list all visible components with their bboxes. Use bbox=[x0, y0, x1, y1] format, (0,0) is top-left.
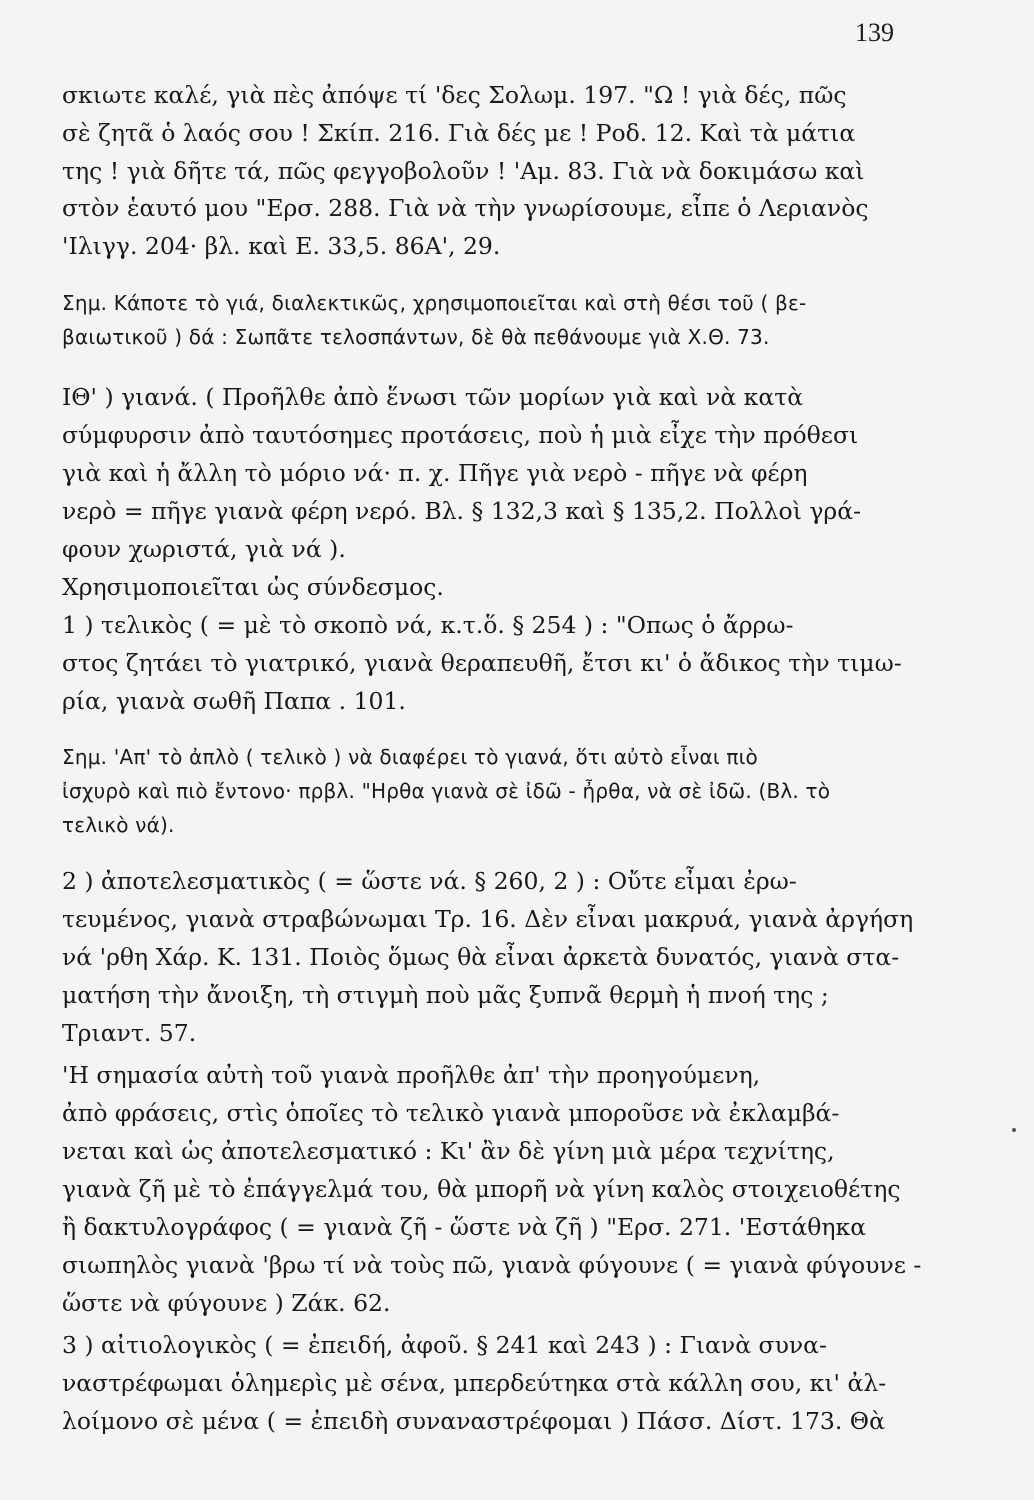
text-line: της ! γιὰ δῆτε τά, πῶς φεγγοβολοῦν ! 'Αμ. 83. Γιὰ νὰ δοκιμάσω καὶ bbox=[62, 157, 865, 185]
text-line: νερὸ = πῆγε γιανὰ φέρη νερό. Βλ. § 132,3 καὶ § 135,2. Πολλοὶ γρά- bbox=[62, 497, 862, 525]
text-line: ματήση τὴν ἄνοιξη, τὴ στιγμὴ ποὺ μᾶς ξυπνᾶ θερμὴ ἡ πνοή της ; bbox=[62, 981, 829, 1009]
text-line: ἢ δακτυλογράφος ( = γιανὰ ζῆ - ὥστε νὰ ζῆ ) "Ερσ. 271. 'Εστάθηκα bbox=[62, 1213, 867, 1241]
note-line: τελικὸ νά). bbox=[62, 813, 175, 837]
text-line: σκιωτε καλέ, γιὰ πὲς ἀπόψε τί 'δες Σολωμ. 197. "Ω ! γιὰ δές, πῶς bbox=[62, 81, 847, 109]
subsection-line: 1 ) τελικὸς ( = μὲ τὸ σκοπὸ νά, κ.τ.ὅ. § 254 ) : "Οπως ὁ ἄρρω- bbox=[62, 611, 794, 639]
text-line: σύμφυρσιν ἀπὸ ταυτόσημες προτάσεις, ποὺ ἡ μιὰ εἶχε τὴν πρόθεσι bbox=[62, 421, 859, 449]
section-heading-line: ΙΘ' ) γιανά. ( Προῆλθε ἀπὸ ἕνωσι τῶν μορίων γιὰ καὶ νὰ κατὰ bbox=[62, 383, 804, 411]
text-line: σιωπηλὸς γιανὰ 'βρω τί νὰ τοὺς πῶ, γιανὰ φύγουνε ( = γιανὰ φύγουνε - bbox=[62, 1251, 922, 1279]
note-line: βαιωτικοῦ ) δά : Σωπᾶτε τελοσπάντων, δὲ θὰ πεθάνουμε γιὰ Χ.Θ. 73. bbox=[62, 325, 770, 349]
note-line: Σημ. 'Απ' τὸ ἀπλὸ ( τελικὸ ) νὰ διαφέρει τὸ γιανά, ὅτι αὐτὸ εἶναι πιὸ bbox=[62, 745, 758, 769]
text-line: γιανὰ ζῆ μὲ τὸ ἐπάγγελμά του, θὰ μπορῆ νὰ γίνη καλὸς στοιχειοθέτης bbox=[62, 1175, 901, 1203]
text-line: Χρησιμοποιεῖται ὡς σύνδεσμος. bbox=[62, 573, 444, 601]
page-number: 139 bbox=[855, 18, 894, 47]
text-line: 'Ιλιγγ. 204· βλ. καὶ Ε. 33,5. 86Α', 29. bbox=[62, 232, 501, 260]
subsection-line: 2 ) ἀποτελεσματικὸς ( = ὥστε νά. § 260, 2 ) : Οὔτε εἶμαι ἐρω- bbox=[62, 867, 797, 895]
note-line: ἰσχυρὸ καὶ πιὸ ἔντονο· πρβλ. "Ηρθα γιανὰ σὲ ἰδῶ - ἦρθα, νὰ σὲ ἰδῶ. (Βλ. τὸ bbox=[62, 779, 831, 803]
text-line: στος ζητάει τὸ γιατρικό, γιανὰ θεραπευθῆ, ἔτσι κι' ὁ ἄδικος τὴν τιμω- bbox=[62, 649, 902, 677]
text-line: νά 'ρθη Χάρ. Κ. 131. Ποιὸς ὅμως θὰ εἶναι ἀρκετὰ δυνατός, γιανὰ στα- bbox=[62, 943, 900, 971]
text-line: λοίμονο σὲ μένα ( = ἐπειδὴ συναναστρέφομαι ) Πάσσ. Δίστ. 173. Θὰ bbox=[62, 1407, 885, 1435]
text-line: ὥστε νὰ φύγουνε ) Ζάκ. 62. bbox=[62, 1289, 391, 1317]
text-line: στὸν ἑαυτό μου "Ερσ. 288. Γιὰ νὰ τὴν γνωρίσουμε, εἶπε ὁ Λεριανὸς bbox=[62, 194, 869, 222]
text-line: τευμένος, γιανὰ στραβώνωμαι Τρ. 16. Δὲν εἶναι μακρυά, γιανὰ ἀργήση bbox=[62, 905, 914, 933]
text-line: φουν χωριστά, γιὰ νά ). bbox=[62, 535, 346, 563]
note-line: Σημ. Κάποτε τὸ γιά, διαλεκτικῶς, χρησιμοποιεῖται καὶ στὴ θέσι τοῦ ( βε- bbox=[62, 291, 807, 315]
text-line: σὲ ζητᾶ ὁ λαός σου ! Σκίπ. 216. Γιὰ δές με ! Ροδ. 12. Καὶ τὰ μάτια bbox=[62, 119, 856, 147]
text-line: ἀπὸ φράσεις, στὶς ὁποῖες τὸ τελικὸ γιανὰ μποροῦσε νὰ ἐκλαμβά- bbox=[62, 1099, 840, 1127]
text-line: νεται καὶ ὡς ἀποτελεσματικό : Κι' ἂν δὲ γίνη μιὰ μέρα τεχνίτης, bbox=[62, 1137, 835, 1165]
text-line: ναστρέφωμαι ὁλημερὶς μὲ σένα, μπερδεύτηκα στὰ κάλλη σου, κι' ἀλ- bbox=[62, 1369, 887, 1397]
scan-speck bbox=[1012, 1128, 1016, 1132]
text-line: 'Η σημασία αὐτὴ τοῦ γιανὰ προῆλθε ἀπ' τὴν προηγούμενη, bbox=[62, 1061, 761, 1089]
text-line: ρία, γιανὰ σωθῆ Παπα . 101. bbox=[62, 687, 406, 715]
subsection-line: 3 ) αἰτιολογικὸς ( = ἐπειδή, ἀφοῦ. § 241 καὶ 243 ) : Γιανὰ συνα- bbox=[62, 1331, 827, 1359]
text-line: Τριαντ. 57. bbox=[62, 1019, 197, 1047]
text-line: γιὰ καὶ ἡ ἄλλη τὸ μόριο νά· π. χ. Πῆγε γιὰ νερὸ - πῆγε νὰ φέρη bbox=[62, 459, 808, 487]
